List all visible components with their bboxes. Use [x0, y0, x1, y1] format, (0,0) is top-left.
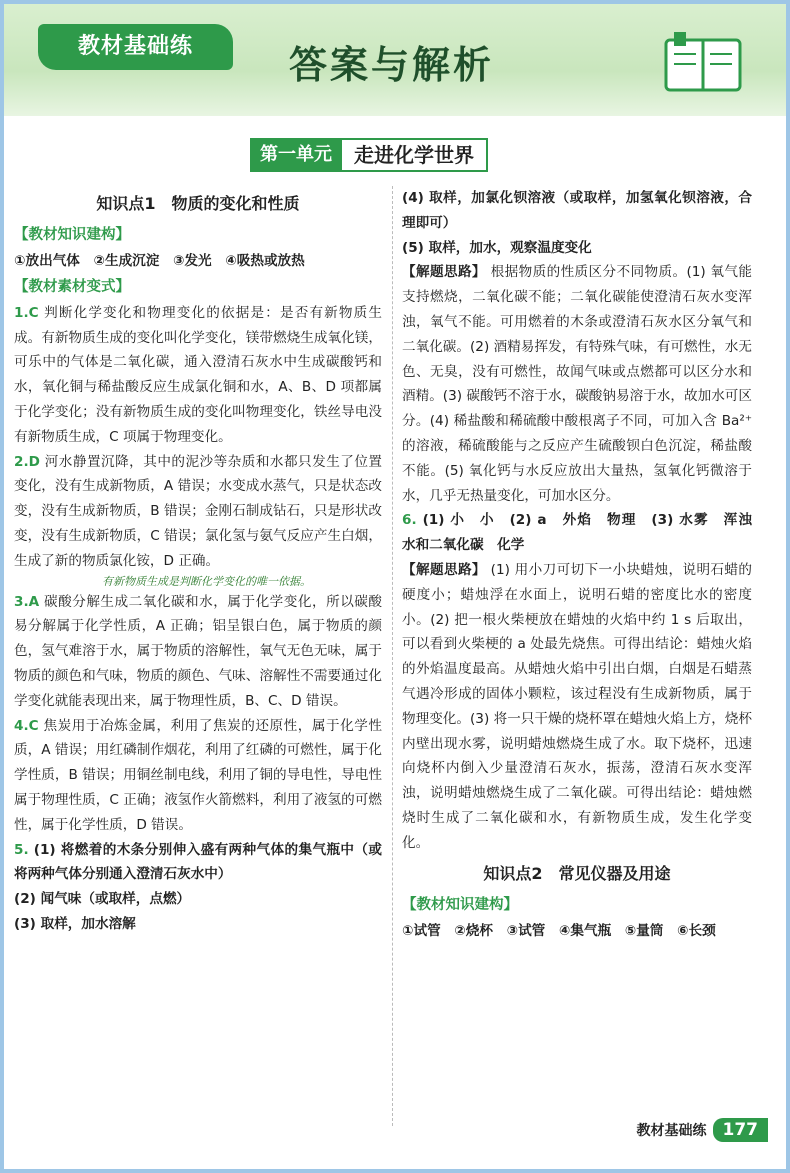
answer-5: [14, 838, 382, 888]
answer-3-num: 3.A: [14, 593, 40, 610]
unit-name: 走进化学世界: [342, 138, 488, 172]
solution-label-2: 【解题思路】: [402, 561, 486, 578]
kp1-title: 知识点1 物质的变化和性质: [96, 194, 300, 213]
knowledge-answers-2: ①试管 ②烧杯 ③试管 ④集气瓶 ⑤量筒 ⑥长颈: [402, 922, 716, 939]
answer-1-num: 1.C: [14, 304, 39, 321]
answer-4: [14, 714, 382, 838]
sec-material-variants: 【教材素材变式】: [14, 278, 130, 295]
answer-3-text: 碳酸分解生成二氧化碳和水，属于化学变化，所以碳酸易分解属于化学性质，A 正确；铝呈银白色，属于物质的颜色，氢气难溶于水，属于物质的溶解性，氧气无色无味，属于物质的颜色和气味，物质的颜色、气味、溶解性不需要通过化学变化就能表现出来，属于物理性质，B、C、D 错误。: [14, 593, 383, 709]
section-tag: 教材基础练: [38, 24, 233, 70]
answer-4-text: 焦炭用于冶炼金属，利用了焦炭的还原性，属于化学性质，A 错误；用红磷制作烟花，利用了红磷的可燃性，属于化学性质，B 错误；用铜丝制电线，利用了铜的导电性，导电性属于物理性质，C 正确；液氢作火箭燃料，利用了液氢的可燃性，属于化学性质，D 错误。: [14, 717, 382, 833]
sec-knowledge-build: 【教材知识建构】: [14, 227, 130, 243]
solution-text-6: (1) 用小刀可切下一小块蜡烛，说明石蜡的硬度小；蜡烛浮在水面上，说明石蜡的密度比水的密度小。(2) 把一根火柴梗放在蜡烛的火焰中约 1 s 后取出，可以看到火柴梗的 a 处最先烧焦。可得出结论：蜡烛火焰的外焰温度最高。从蜡烛火焰中引出白烟，白烟是石蜡蒸气遇冷形成的固体小颗粒，该过程没有生成新物质，属于物理变化。(3) 将一只干燥的烧杯罩在蜡烛火焰上方，烧杯内壁出现水雾，说明蜡烛燃烧生成了水。取下烧杯，迅速向烧杯内倒入少量澄清石灰水，振荡，澄清石灰水变浑浊，说明蜡烛燃烧生成了二氧化碳。可得出结论：蜡烛燃烧时生成了二氧化碳和水，有新物质生成，发生化学变化。: [402, 561, 752, 851]
answer-6: [402, 508, 766, 558]
right-column: [402, 186, 766, 943]
answer-2-num: 2.D: [14, 453, 40, 470]
answer-1-text: 判断化学变化和物理变化的依据是：是否有新物质生成。有新物质生成的变化叫化学变化，镁带燃烧生成氧化镁，可乐中的气体是二氧化碳，通入澄清石灰水中生成碳酸钙和水，氧化铜与稀盐酸反应生成氯化铜和水，A、B、D 项都属于化学变化；没有新物质生成的变化叫物理变化，铁丝导电没有新物质生成，C 项属于物理变化。: [14, 304, 383, 445]
answer-3: [14, 590, 382, 714]
answer-5-num: 5.: [14, 841, 29, 858]
answer-2-text: 河水静置沉降，其中的泥沙等杂质和水都只发生了位置变化，没有生成新物质，A 错误；水变成水蒸气，只是状态改变，没有生成新物质，B 错误；金刚石制成钻石，只是形状改变，没有生成新物质，C 错误；氯化氢与氨气反应产生白烟，生成了新的物质氯化铵，D 正确。: [14, 453, 383, 569]
kp2-title: 知识点2 常见仪器及用途: [483, 863, 671, 883]
answer-5-part4: (4) 取样，加氯化钡溶液（或取样，加氢氧化钡溶液，合理即可）: [402, 190, 752, 231]
solution-label: 【解题思路】: [402, 264, 486, 281]
solution-text-5: 根据物质的性质区分不同物质。(1) 氧气能支持燃烧，二氧化碳不能；二氧化碳能使澄清石灰水变浑浊，氧气不能。可用燃着的木条或澄清石灰水区分氧气和二氧化碳。(2) 酒精易挥发，有特殊气味，有可燃性，水无色、无臭，没有可燃性，故闻气味或点燃都可以区分水和酒精。(3) 碳酸钙不溶于水，碳酸钠易溶于水，故加水可区分。(4) 稀盐酸和稀硫酸中酸根离子不同，可加入含 Ba²⁺ 的溶液，稀硫酸能与之反应产生硫酸钡白色沉淀，稀盐酸不能。(5) 氧化钙与水反应放出大量热，氢氧化钙微溶于水，几乎无热量变化，可加水区分。: [402, 264, 752, 504]
unit-banner: [250, 138, 488, 172]
handwritten-note: 有新物质生成是判断化学变化的唯一依据。: [102, 574, 311, 588]
open-book-icon: [664, 32, 742, 94]
footer-label: 教材基础练: [636, 1123, 707, 1139]
sec-knowledge-build-2: 【教材知识建构】: [402, 896, 518, 913]
answer-5-part5: (5) 取样，加水，观察温度变化: [402, 239, 592, 256]
answer-5-line3: (3) 取样，加水溶解: [14, 915, 136, 932]
answer-1: [14, 301, 382, 450]
page-title: 答案与解析: [289, 43, 495, 87]
answer-6-num: 6.: [402, 512, 417, 529]
page-header: [4, 4, 786, 116]
solution-idea-5: [402, 260, 752, 508]
page-footer: [631, 1118, 769, 1142]
page-number: 177: [713, 1118, 769, 1142]
unit-number: 第一单元: [250, 138, 342, 172]
answer-5-line2: (2) 闻气味（或取样，点燃）: [14, 891, 191, 908]
answer-2: [14, 450, 382, 574]
solution-idea-6: [402, 558, 752, 856]
answer-4-num: 4.C: [14, 717, 39, 734]
answer-6-text: (1) 小 小 (2) a 外焰 物理 (3) 水雾 浑浊 水和二氧化碳 化学: [402, 512, 766, 554]
knowledge-answers: ①放出气体 ②生成沉淀 ③发光 ④吸热或放热: [14, 253, 305, 269]
answer-5-line1: (1) 将燃着的木条分别伸入盛有两种气体的集气瓶中（或将两种气体分别通入澄清石灰水中）: [14, 841, 382, 883]
left-column: [14, 186, 382, 937]
column-divider: [392, 186, 393, 1126]
